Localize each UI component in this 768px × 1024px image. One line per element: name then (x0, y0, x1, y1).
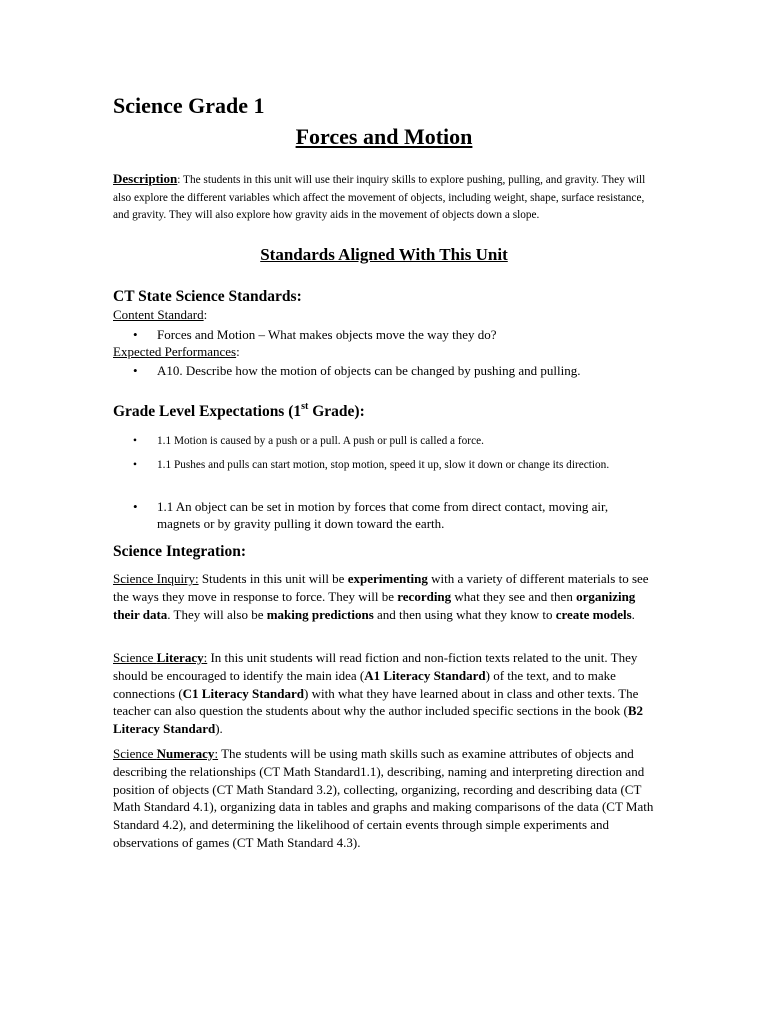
gle-bullet (133, 498, 613, 532)
description-paragraph (113, 170, 658, 225)
bullet-icon: • (133, 459, 137, 471)
gle-bullet (133, 458, 633, 474)
integration-heading: Science Integration: (113, 543, 247, 560)
bullet-text: 1.1 An object can be set in motion by forces that come from direct contact, moving air, magnets or by gravity pulling it down toward the earth. (157, 499, 609, 531)
literacy-label: Science Literacy: (113, 650, 208, 665)
inquiry-paragraph: Science Inquiry: Students in this unit will be experimenting with a variety of different materials to see the ways they move in response to force. They will be recording what they see and then organizing their data. They will also be making predictions and then using what they know to create models. (113, 571, 649, 622)
content-standard-bullet (133, 326, 658, 343)
standards-heading: Standards Aligned With This Unit (260, 245, 508, 264)
literacy-paragraph: Science Literacy: In this unit students will read fiction and non-fiction texts related to the unit. They should be encouraged to identify the main idea (A1 Literacy Standard) of the text, and to make connections (C1 Literacy Standard) with what they have learned about in class and other texts. The teacher can also question the students about why the author included specific sections in the book (B2 Literacy Standard). (113, 650, 643, 737)
bullet-icon: • (133, 363, 138, 378)
gle-bullet (133, 434, 658, 450)
inquiry-label: Science Inquiry: (113, 571, 199, 586)
expected-performances-label: Expected Performances: (113, 344, 240, 359)
content-standard-label: Content Standard: (113, 307, 208, 322)
bullet-icon: • (133, 435, 137, 447)
gle-heading: Grade Level Expectations (1st Grade): (113, 401, 365, 420)
numeracy-paragraph: Science Numeracy: The students will be using math skills such as examine attributes of objects and describing the relationships (CT Math Standard1.1), describing, naming and interpreting direction and position of objects (CT Math Standard 3.2), collecting, organizing, recording and describing data (CT Math Standard 4.1), organizing data in tables and graphs and making comparisons of the data (CT Math Standard 4.2), and determining the likelihood of certain events through simple experiments and observations of games (CT Math Standard 4.3). (113, 746, 654, 850)
numeracy-label: Science Numeracy: (113, 746, 219, 761)
description-text: : The students in this unit will use their inquiry skills to explore pushing, pulling, and gravity. They will also explore the different variables which affect the movement of objects, including weight, shape, surface resistance, and gravity. They will also explore how gravity aids in the movement of objects down a slope. (113, 174, 646, 222)
expected-performance-bullet (133, 362, 658, 379)
bullet-text: Forces and Motion – What makes objects move the way they do? (157, 327, 497, 342)
bullet-text: 1.1 Motion is caused by a push or a pull. A push or pull is called a force. (157, 435, 484, 447)
description-label: Description (113, 171, 178, 186)
ct-standards-heading: CT State Science Standards: (113, 288, 302, 305)
unit-title: Forces and Motion (295, 124, 473, 149)
bullet-icon: • (133, 499, 138, 514)
bullet-text: A10. Describe how the motion of objects can be changed by pushing and pulling. (157, 363, 581, 378)
document-title: Science Grade 1 (113, 93, 265, 118)
bullet-text: 1.1 Pushes and pulls can start motion, stop motion, speed it up, slow it down or change its direction. (157, 459, 610, 471)
bullet-icon: • (133, 327, 138, 342)
